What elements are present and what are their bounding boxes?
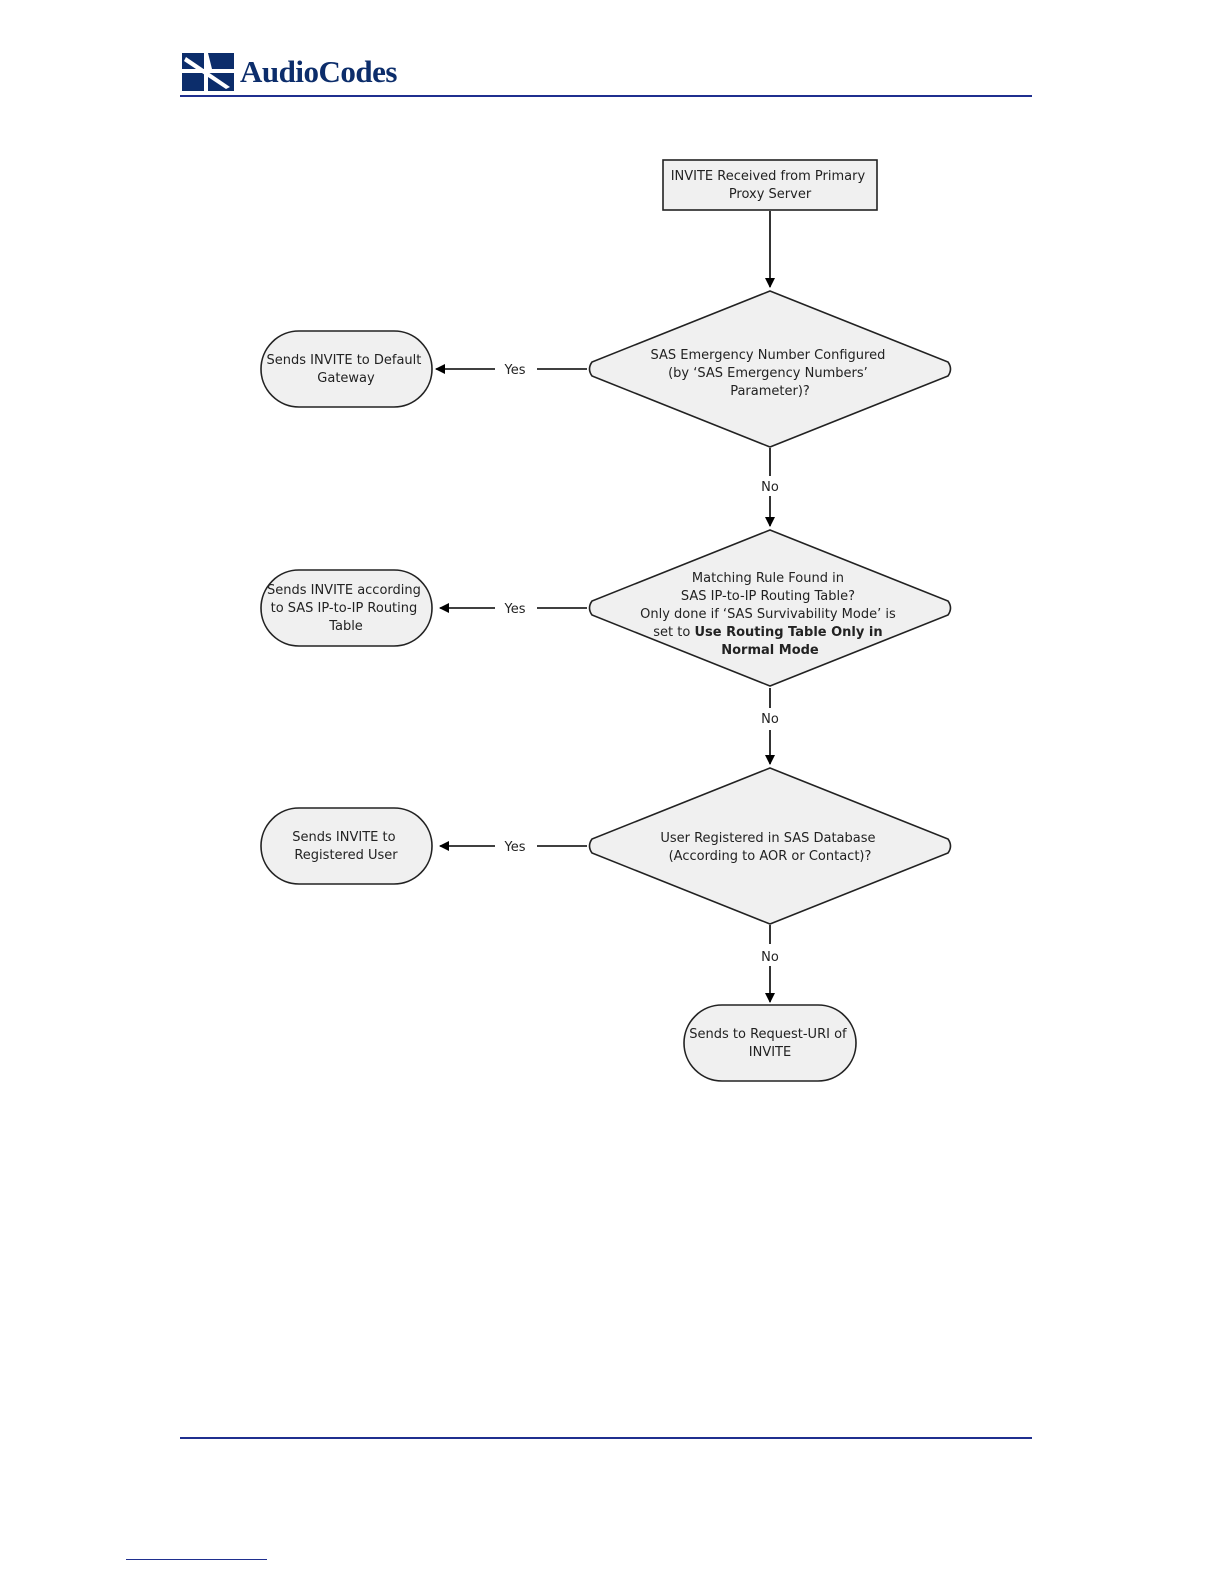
node-start-line: INVITE Received from Primary — [670, 169, 866, 184]
node-registered-user — [261, 808, 432, 884]
node-registered-user-line: Registered User — [294, 848, 398, 863]
node-request-uri-line: INVITE — [748, 1045, 792, 1060]
node-default-gateway-line: Gateway — [317, 371, 375, 386]
footer-rule — [180, 1437, 1032, 1439]
node-request-uri-line: Sends to Request-URI of — [689, 1027, 847, 1042]
node-ip-routing-line: to SAS IP-to-IP Routing — [270, 601, 418, 616]
node-default-gateway — [261, 331, 432, 407]
node-default-gateway-line: Sends INVITE to Default — [266, 353, 422, 368]
decision-emergency-line: (by ‘SAS Emergency Numbers’ — [668, 366, 868, 381]
decision-matching-line-bold: Normal Mode — [721, 643, 819, 658]
decision-user-line: (According to AOR or Contact)? — [668, 849, 872, 864]
edge-label-yes: Yes — [504, 602, 526, 617]
decision-emergency-line: Parameter)? — [730, 384, 810, 399]
node-ip-routing-line: Sends INVITE according — [266, 583, 421, 598]
node-start-line: Proxy Server — [728, 187, 812, 202]
decision-user-registered — [590, 768, 951, 924]
footer-short-rule — [126, 1559, 267, 1560]
decision-matching-line: Only done if ‘SAS Survivability Mode’ is — [640, 607, 896, 622]
decision-matching-line: SAS IP-to-IP Routing Table? — [680, 589, 855, 604]
node-registered-user-line: Sends INVITE to — [292, 830, 396, 845]
node-start — [663, 160, 877, 210]
edge-label-no: No — [761, 712, 779, 727]
decision-matching-line-prefix: set to — [653, 625, 695, 640]
node-ip-routing-line: Table — [329, 619, 363, 634]
decision-matching-line: Matching Rule Found in — [691, 571, 844, 586]
decision-emergency-line: SAS Emergency Number Configured — [650, 348, 886, 363]
logo-text: AudioCodes — [240, 54, 397, 89]
edge-label-no: No — [761, 950, 779, 965]
node-ip-to-ip-routing — [261, 570, 432, 646]
edge-label-yes: Yes — [504, 363, 526, 378]
decision-matching-line-bold: Use Routing Table Only in — [694, 625, 883, 640]
decision-emergency-number — [590, 291, 951, 447]
decision-user-line: User Registered in SAS Database — [660, 831, 876, 846]
edge-label-no: No — [761, 480, 779, 495]
decision-matching-rule — [590, 530, 951, 686]
node-request-uri — [684, 1005, 856, 1081]
edge-label-yes: Yes — [504, 840, 526, 855]
